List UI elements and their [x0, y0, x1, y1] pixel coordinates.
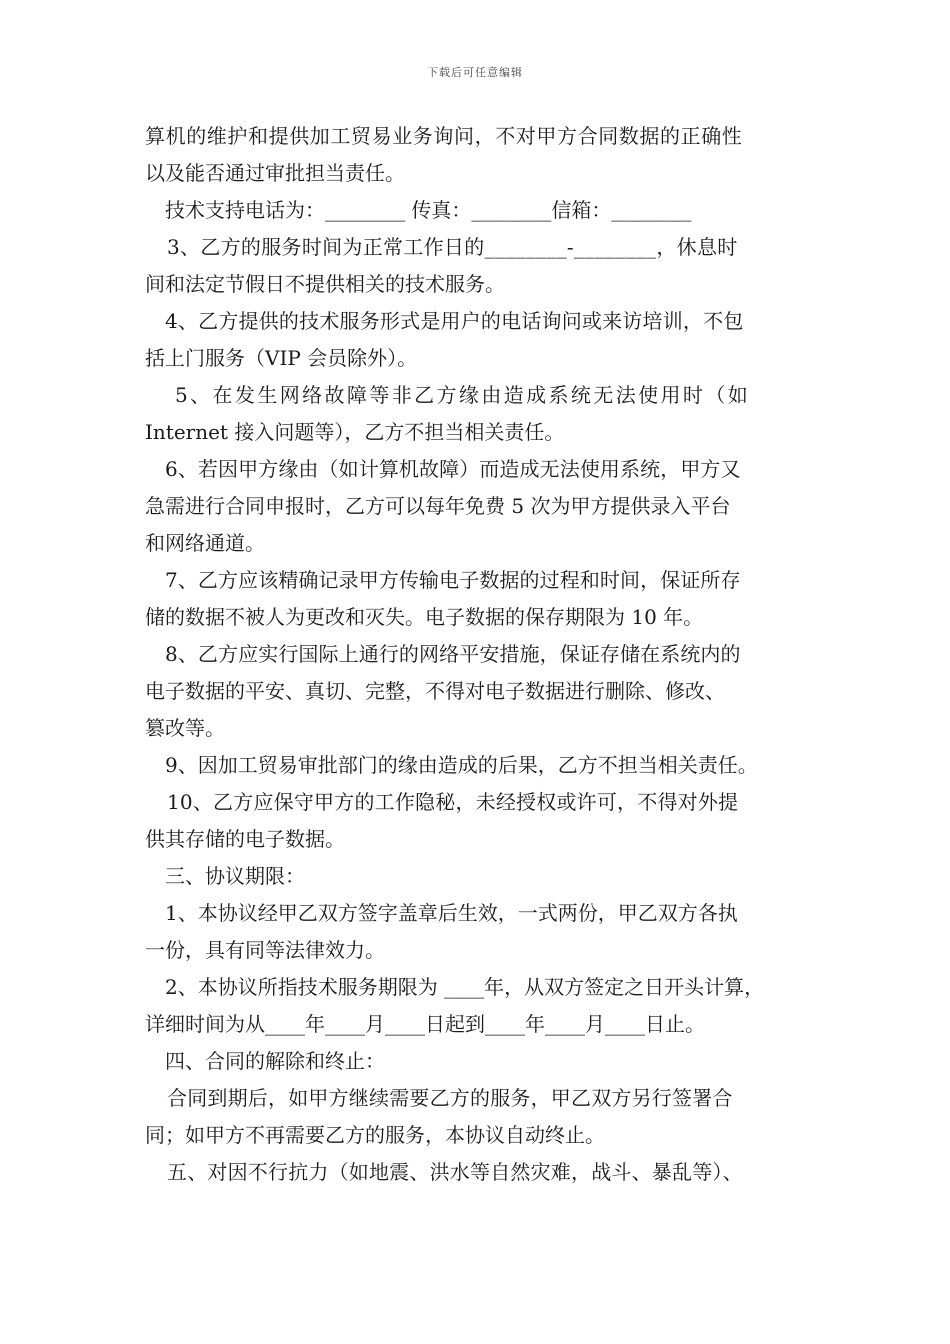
text-line: 供其存储的电子数据。 [145, 827, 345, 851]
text-line: 四、合同的解除和终止： [165, 1049, 385, 1073]
document-body [145, 118, 813, 1191]
text-line: 2、本协议所指技术服务期限为 ____年，从双方签定之日开头计算， [165, 975, 765, 999]
text-line: 算机的维护和提供加工贸易业务询问，不对甲方合同数据的正确性 [145, 124, 743, 148]
text-line: 一份，具有同等法律效力。 [145, 938, 385, 962]
text-line: 同；如甲方不再需要乙方的服务，本协议自动终止。 [145, 1123, 605, 1147]
text-line: 篡改等。 [145, 716, 225, 740]
text-line: 技术支持电话为：________ 传真：________信箱：________ [165, 198, 692, 222]
text-line: 三、协议期限： [165, 864, 305, 888]
text-line: 急需进行合同申报时，乙方可以每年免费 5 次为甲方提供录入平台 [145, 494, 731, 518]
text-line: 电子数据的平安、真切、完整，不得对电子数据进行删除、修改、 [145, 679, 725, 703]
text-line: 合同到期后，如甲方继续需要乙方的服务，甲乙双方另行签署合 [167, 1086, 733, 1110]
text-line: 9、因加工贸易审批部门的缘由造成的后果，乙方不担当相关责任。 [165, 753, 758, 777]
text-line: 6、若因甲方缘由（如计算机故障）而造成无法使用系统，甲方又 [165, 457, 741, 481]
text-line: 1、本协议经甲乙双方签字盖章后生效，一式两份，甲乙双方各执 [165, 901, 738, 925]
text-line: 详细时间为从____年____月____日起到____年____月____日止。 [145, 1012, 705, 1036]
text-line: 五、对因不行抗力（如地震、洪水等自然灾难，战斗、暴乱等）、 [167, 1160, 743, 1184]
text-line: 4、乙方提供的技术服务形式是用户的电话询问或来访培训，不包 [165, 309, 744, 333]
text-line: 10、乙方应保守甲方的工作隐秘，未经授权或许可，不得对外提 [167, 790, 739, 814]
text-line: 8、乙方应实行国际上通行的网络平安措施，保证存储在系统内的 [165, 642, 741, 666]
text-line: 储的数据不被人为更改和灭失。电子数据的保存期限为 10 年。 [145, 605, 704, 629]
text-line: 间和法定节假日不提供相关的技术服务。 [145, 272, 505, 296]
text-line: 3、乙方的服务时间为正常工作日的________-________，休息时 [167, 235, 738, 259]
text-line: 5、在发生网络故障等非乙方缘由造成系统无法使用时（如 [175, 383, 751, 407]
text-line: 以及能否通过审批担当责任。 [145, 161, 405, 185]
page-header-note: 下载后可任意编辑 [427, 66, 523, 79]
text-line: 括上门服务（VIP 会员除外）。 [145, 346, 418, 370]
text-line: Internet 接入问题等），乙方不担当相关责任。 [145, 420, 565, 444]
text-line: 7、乙方应该精确记录甲方传输电子数据的过程和时间，保证所存 [165, 568, 741, 592]
text-line: 和网络通道。 [145, 531, 265, 555]
